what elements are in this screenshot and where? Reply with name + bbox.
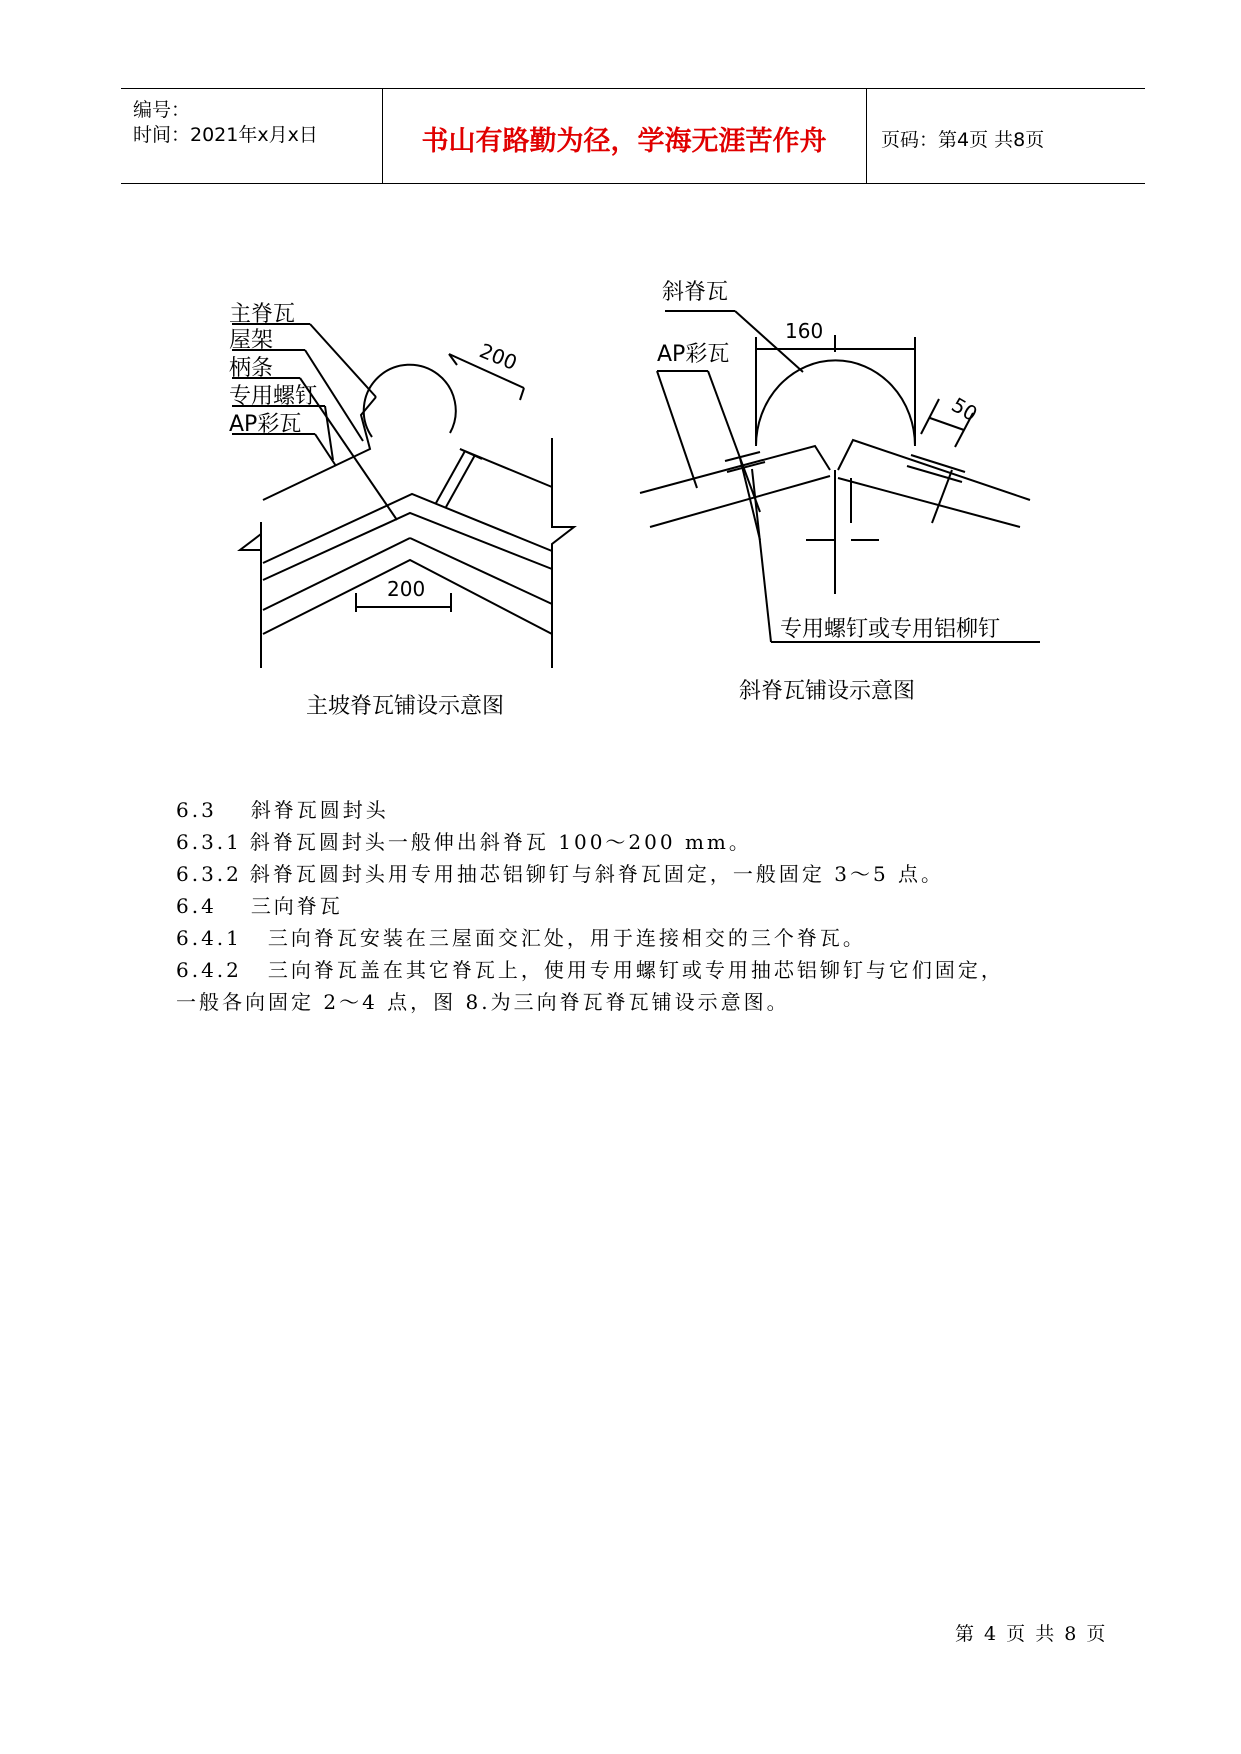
motto: 书山有路勤为径，学海无涯苦作舟 [421,126,827,157]
label-ap-tile: AP彩瓦 [229,412,302,437]
section-text: 斜脊瓦圆封头 [250,798,389,822]
caption-left: 主坡脊瓦铺设示意图 [306,694,505,719]
dim-160: 160 [785,319,824,343]
section-text: 三向脊瓦安装在三屋面交汇处，用于连接相交的三个脊瓦。 [267,926,866,950]
body-line [176,954,1116,986]
label-special-screw: 专用螺钉 [229,384,318,409]
time-label: 时间：2021年x月x日 [133,124,318,146]
dim-50: 50 [947,392,982,427]
page-footer: 第 4 页 共 8 页 [955,1623,1108,1645]
dim-bottom-200: 200 [387,577,426,601]
section-text: 三向脊瓦盖在其它脊瓦上，使用专用螺钉或专用抽芯铝铆钉与它们固定， [267,958,1004,982]
label-ap-tile-right: AP彩瓦 [657,342,730,367]
label-roof-truss: 屋架 [229,328,274,353]
section-number: 6.3.1 [176,830,242,854]
figures [0,0,1241,760]
body-line [176,986,1116,1018]
page-label: 页码：第4页 共8页 [881,129,1045,151]
label-purlin: 柄条 [229,356,274,381]
body-line [176,794,1116,826]
body-line [176,858,1116,890]
body-line [176,922,1116,954]
section-number: 6.4.1 [176,926,242,950]
figure-left-drawing [232,324,574,668]
label-hip-ridge-tile: 斜脊瓦 [662,280,729,305]
body-line [176,826,1116,858]
section-number: 6.4 [176,894,217,918]
section-text: 斜脊瓦圆封头一般伸出斜脊瓦 100～200 mm。 [249,830,752,854]
section-text: 三向脊瓦 [250,894,343,918]
section-number: 6.3.2 [176,862,242,886]
section-number: 6.4.2 [176,958,242,982]
serial-label: 编号： [133,99,191,121]
caption-right: 斜脊瓦铺设示意图 [739,679,916,704]
dim-top-200: 200 [476,338,521,375]
label-screw-or-rivet: 专用螺钉或专用铝柳钉 [780,617,1001,642]
body-line [176,890,1116,922]
body-text [176,794,1116,1018]
section-text: 一般各向固定 2～4 点，图 8.为三向脊瓦脊瓦铺设示意图。 [176,990,790,1014]
label-main-ridge-tile: 主脊瓦 [229,302,296,327]
section-number: 6.3 [176,798,217,822]
section-text: 斜脊瓦圆封头用专用抽芯铝铆钉与斜脊瓦固定，一般固定 3～5 点。 [249,862,945,886]
